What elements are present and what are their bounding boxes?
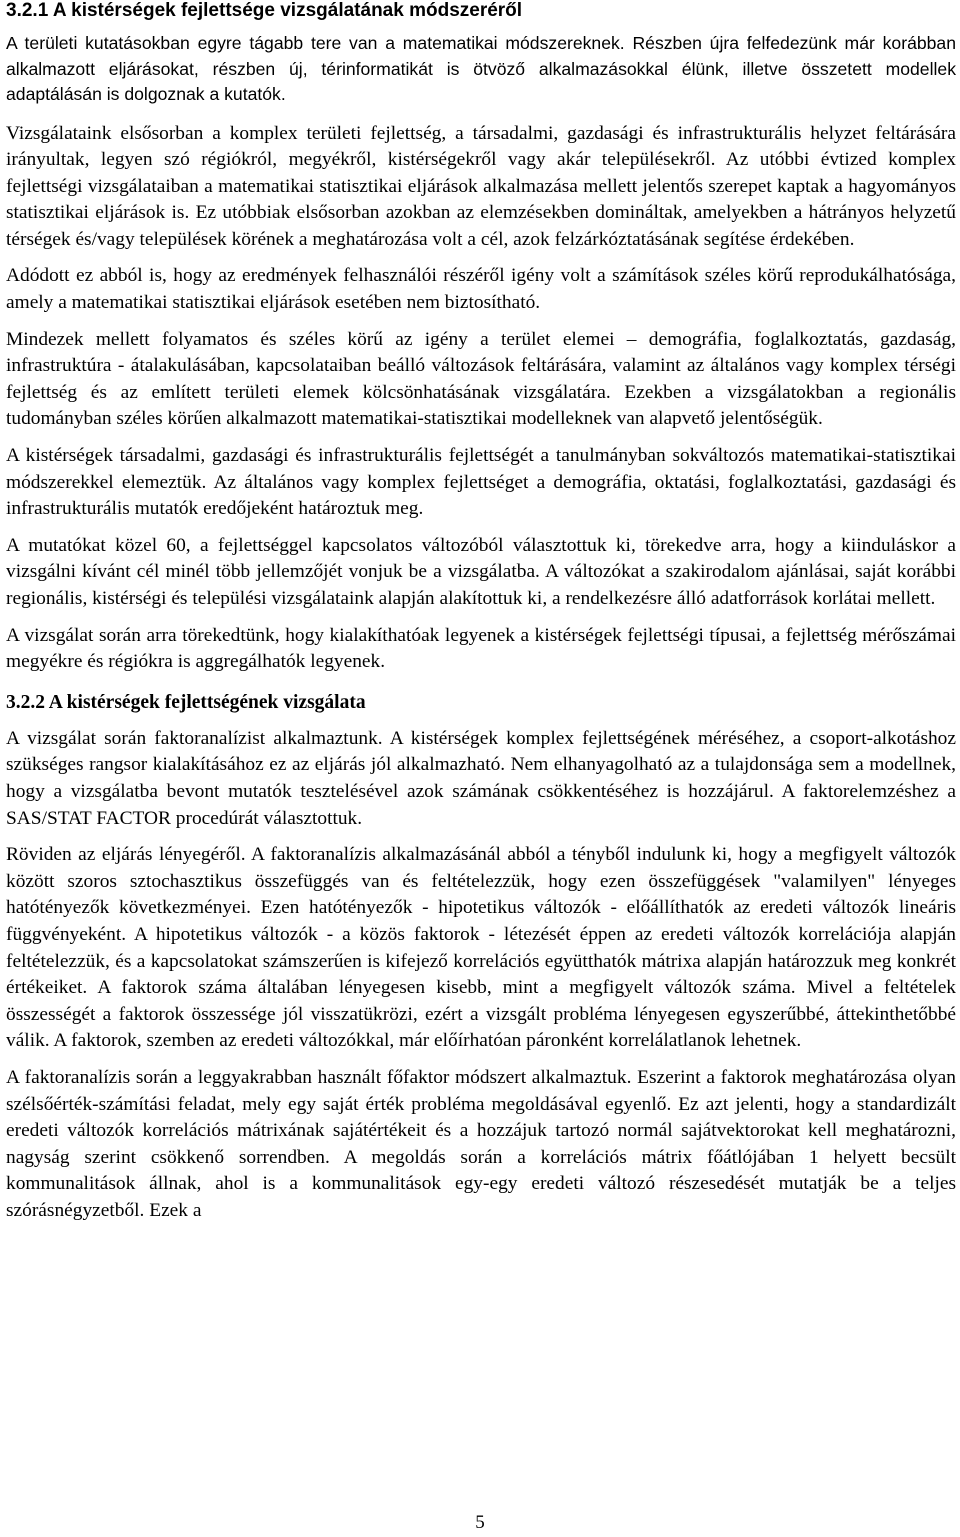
section-heading-3-2-1: 3.2.1 A kistérségek fejlettsége vizsgálatának módszeréről <box>6 0 523 21</box>
document-page <box>6 0 956 1224</box>
paragraph-demand: Mindezek mellett folyamatos és széles körű az igény a terület elemei – demográfia, foglalkoztatás, gazdaság, infrastruktúra - átalakulásában, kapcsolataiban beálló változások feltárására, valamint az általános vagy komplex térségi fejlettség és az említett területi elemek kölcsönhatásának vizsgálatára. Ezekben a vizsgálatokban a regionális tudományban széles körűen alkalmazott matematikai-statisztikai modelleknek van alapvető jelentőségük. <box>6 328 956 430</box>
page-number: 5 <box>475 1512 485 1533</box>
paragraph-principal-factor: A faktoranalízis során a leggyakrabban használt főfaktor módszert alkalmaztuk. Eszerint a faktorok meghatározása olyan szélsőérték-számítási feladat, mely egy saját érték probléma megoldásával egyenlő. Ez azt jelenti, hogy a standardizált eredeti változók korrelációs mátrixának sajátértékeit és a hozzájuk tartozó normál sajátvektorokat kell meghatározni, nagyság szerint csökkenő sorrendben. A megoldás során a korrelációs mátrix főátlójában 1 helyett becsült kommunalitások állnak, ahol is a kommunalitások egy-egy eredeti változó részesedését mutatják be a teljes szórásnégyzetből. Ezek a <box>6 1066 956 1221</box>
section-heading-3-2-2: 3.2.2 A kistérségek fejlettségének vizsgálata <box>6 691 366 713</box>
paragraph-factor-analysis: A vizsgálat során faktoranalízist alkalmaztunk. A kistérségek komplex fejlettségének méréséhez, a csoport-alkotáshoz szükséges rangsor kialakításához ez az eljárás jól alkalmazható. Nem elhanyagolható az a tulajdonsága sem a modellnek, hogy a vizsgálatba bevont mutatók tesztelésével azok számának csökkentéséhez is hozzájárul. A faktorelemzéshez a SAS/STAT FACTOR procedúrát választottuk. <box>6 727 956 829</box>
paragraph-indicators: A mutatókat közel 60, a fejlettséggel kapcsolatos változóból választottuk ki, törekedve arra, hogy a kiinduláskor a vizsgálni kívánt cél minél több jellemzőjét vonjuk be a vizsgálatba. A változókat a szakirodalom ajánlásai, saját korábbi regionális, kistérségi és települési vizsgálataink alapján alakítottuk ki, a rendelkezésre álló adatforrások korlátai mellett. <box>6 534 956 609</box>
paragraph-research-goals: Vizsgálataink elsősorban a komplex területi fejlettség, a társadalmi, gazdasági és infrastrukturális helyzet feltárására irányultak, legyen szó régiókról, megyékről, kistérségekről vagy akár településekről. Az utóbbi évtized komplex fejlettségi vizsgálataiban a matematikai statisztikai eljárások alkalmazása mellett jelentős szerepet kaptak a hagyományos statisztikai eljárások is. Ez utóbbiak elsősorban azokban az elemzésekben domináltak, amelyekben a hátrányos helyzetű térségek és/vagy települések körének a meghatározása volt a cél, azok felzárkóztatásának segítése érdekében. <box>6 122 956 250</box>
paragraph-intro: A területi kutatásokban egyre tágabb tere van a matematikai módszereknek. Részben újra felfedezünk már korábban alkalmazott eljárásokat, részben új, térinformatikát is ötvöző alkalmazásokkal élünk, illetve összetett modellek adaptálásán is dolgoznak a kutatók. <box>6 33 956 104</box>
paragraph-aim: A vizsgálat során arra törekedtünk, hogy kialakíthatóak legyenek a kistérségek fejlettségi típusai, a fejlettség mérőszámai megyékre és régiókra is aggregálhatók legyenek. <box>6 624 956 673</box>
paragraph-method-summary: Röviden az eljárás lényegéről. A faktoranalízis alkalmazásánál abból a tényből indulunk ki, hogy a megfigyelt változók között szoros sztochasztikus összefüggés van és feltételezzük, hogy ezen összefüggések "valamilyen" lényeges hatótényezők következményei. Ezen hatótényezők - hipotetikus változók - előállíthatók az eredeti változók lineáris függvényeként. A hipotetikus változók - a közös faktorok - létezését éppen az eredeti változók korrelációja alapján feltételezzük, és a kapcsolatokat számszerűen is kifejező korrelációs együtthatók mátrixa alapján határozzuk meg konkrét értékeiket. A faktorok száma általában lényegesen kisebb, mint a megfigyelt változók száma. Mivel a feltételek összességét a faktorok összessége jól visszatükrözi, ezért a vizsgált probléma lényegesen egyszerűbbé, áttekinthetőbbé válik. A faktorok, szemben az eredeti változókkal, már előírhatóan páronként korrelálatlanok lehetnek. <box>6 844 956 1052</box>
paragraph-analysis-methods: A kistérségek társadalmi, gazdasági és infrastrukturális fejlettségét a tanulmányban sokváltozós matematikai-statisztikai módszerekkel elemeztük. Az általános vagy komplex fejlettséget a demográfia, oktatási, foglalkoztatási, gazdasági és infrastrukturális mutatók eredőjeként határoztuk meg. <box>6 445 956 520</box>
paragraph-reproducibility: Adódott ez abból is, hogy az eredmények felhasználói részéről igény volt a számítások széles körű reprodukálhatósága, amely a matematikai statisztikai eljárások esetében nem biztosítható. <box>6 265 956 314</box>
